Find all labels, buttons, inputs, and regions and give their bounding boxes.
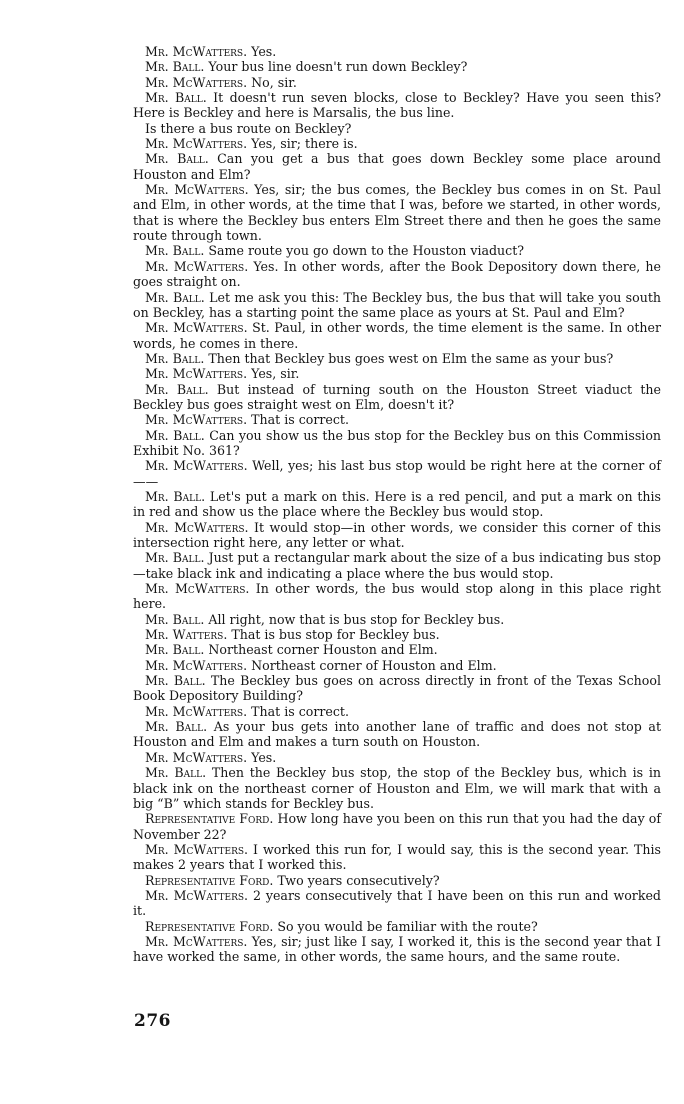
speaker-name: Mr. Watters.: [145, 627, 228, 643]
speaker-name: Mr. McWatters.: [145, 320, 248, 336]
testimony-paragraph: [133, 182, 661, 243]
testimony-paragraph: [133, 612, 661, 627]
testimony-paragraph: [133, 44, 661, 59]
speaker-name: Representative Ford.: [145, 872, 274, 888]
speaker-name: Mr. Ball.: [145, 719, 208, 735]
paragraph-text: Yes, sir; the bus comes, the Beckley bus comes in on St. Paul and Elm, in other words, at the time that I was, before we started, in other words, that is where the Beckley bus enters Elm Street there and then he goes the same route through town.: [133, 182, 661, 244]
speaker-name: Mr. Ball.: [145, 381, 209, 397]
speaker-name: Mr. McWatters.: [145, 136, 248, 152]
testimony-paragraph: [133, 382, 661, 413]
testimony-paragraph: [133, 458, 661, 489]
paragraph-text: Then the Beckley bus stop, the stop of the Beckley bus, which is in black ink on the northeast corner of Houston and Elm, we will mark that with a big “B” which stands for Beckley bus.: [133, 765, 661, 811]
speaker-name: Mr. McWatters.: [145, 841, 249, 857]
testimony-paragraph: [133, 842, 661, 873]
testimony-paragraph: [133, 428, 661, 459]
paragraph-text: Two years consecutively?: [277, 872, 440, 888]
paragraph-text: Let's put a mark on this. Here is a red pencil, and put a mark on this in red and show us the place where the Beckley bus would stop.: [133, 488, 661, 520]
paragraph-text: Yes, sir; just like I say, I worked it, this is the second year that I have worked the same, in other words, the same hours, and the same route.: [133, 933, 661, 965]
testimony-paragraph: [133, 412, 661, 427]
speaker-name: Mr. Ball.: [145, 151, 209, 167]
testimony-paragraph: [133, 151, 661, 182]
paragraph-text: I worked this run for, I would say, this is the second year. This makes 2 years that I worked this.: [133, 841, 661, 873]
testimony-paragraph: [133, 243, 661, 258]
paragraph-text: In other words, the bus would stop along in this place right here.: [133, 581, 661, 612]
paragraph-text: Is there a bus route on Beckley?: [145, 120, 352, 136]
testimony-paragraph: [133, 888, 661, 919]
speaker-name: Mr. McWatters.: [145, 519, 249, 535]
speaker-name: Mr. McWatters.: [145, 44, 248, 59]
paragraph-text: No, sir.: [251, 74, 297, 90]
speaker-name: Mr. McWatters.: [145, 933, 248, 949]
testimony-paragraph: [133, 627, 661, 642]
speaker-name: Mr. Ball.: [145, 550, 205, 566]
speaker-name: Mr. Ball.: [145, 289, 205, 305]
testimony-paragraph: [133, 658, 661, 673]
testimony-paragraph: [133, 811, 661, 842]
testimony-paragraph: [133, 719, 661, 750]
speaker-name: Representative Ford.: [145, 918, 274, 934]
speaker-name: Mr. McWatters.: [145, 703, 248, 719]
paragraph-text: Same route you go down to the Houston viaduct?: [208, 243, 525, 259]
testimony-paragraph: [133, 489, 661, 520]
testimony-paragraph: [133, 366, 661, 381]
testimony-paragraph: [133, 75, 661, 90]
paragraph-text: Yes, sir; there is.: [251, 136, 358, 152]
speaker-name: Mr. McWatters.: [145, 887, 249, 903]
speaker-name: Mr. Ball.: [145, 59, 205, 75]
paragraph-text: As your bus gets into another lane of traffic and does not stop at Houston and Elm and makes a turn south on Houston.: [133, 719, 662, 750]
paragraph-text: That is correct.: [251, 412, 349, 428]
testimony-paragraph: [133, 550, 661, 581]
testimony-paragraph: [133, 673, 661, 704]
speaker-name: Mr. Ball.: [145, 611, 205, 627]
testimony-paragraph: [133, 290, 661, 321]
paragraph-text: St. Paul, in other words, the time element is the same. In other words, he comes in there.: [133, 320, 661, 351]
testimony-paragraph: [133, 704, 661, 719]
testimony-paragraph: [133, 765, 661, 811]
paragraph-text: Just put a rectangular mark about the size of a bus indicating bus stop—take black ink and indicating a place where the bus would stop.: [133, 550, 661, 581]
paragraph-text: That is correct.: [251, 703, 349, 719]
paragraph-text: Yes. In other words, after the Book Depository down there, he goes straight on.: [133, 258, 661, 290]
testimony-paragraph: [133, 259, 661, 290]
paragraph-text: It would stop—in other words, we consider this corner of this intersection right here, any letter or what.: [133, 519, 661, 550]
speaker-name: Mr. McWatters.: [145, 458, 248, 474]
testimony-paragraph: [133, 320, 661, 351]
paragraph-text: Yes.: [251, 44, 277, 59]
paragraph-text: Northeast corner Houston and Elm.: [208, 642, 438, 658]
speaker-name: Mr. Ball.: [145, 243, 205, 259]
paragraph-text: It doesn't run seven blocks, close to Beckley? Have you seen this? Here is Beckley and here is Marsalis, the bus line.: [133, 90, 661, 121]
testimony-paragraph: [133, 351, 661, 366]
paragraph-text: But instead of turning south on the Houston Street viaduct the Beckley bus goes straight west on Elm, doesn't it?: [133, 381, 661, 412]
paragraph-text: Northeast corner of Houston and Elm.: [251, 657, 497, 673]
speaker-name: Mr. McWatters.: [145, 749, 248, 765]
paragraph-text: All right, now that is bus stop for Beckley bus.: [208, 611, 505, 627]
paragraph-text: Your bus line doesn't run down Beckley?: [208, 59, 468, 75]
testimony-paragraph: [133, 934, 661, 965]
paragraph-text: 2 years consecutively that I have been on this run and worked it.: [133, 887, 661, 919]
testimony-paragraph: [133, 90, 661, 121]
speaker-name: Mr. McWatters.: [145, 258, 249, 274]
testimony-paragraph: [133, 121, 661, 136]
paragraph-text: So you would be familiar with the route?: [277, 918, 538, 934]
speaker-name: Mr. Ball.: [145, 427, 205, 443]
testimony-paragraph: [133, 520, 661, 551]
testimony-text: [133, 44, 661, 965]
paragraph-text: Then that Beckley bus goes west on Elm the same as your bus?: [208, 350, 614, 366]
page-number: 276: [134, 1011, 171, 1031]
paragraph-text: Well, yes; his last bus stop would be right here at the corner of——: [133, 458, 661, 489]
paragraph-text: Let me ask you this: The Beckley bus, the bus that will take you south on Beckley, has a starting point the same place as yours at St. Paul and Elm?: [133, 289, 661, 320]
testimony-paragraph: [133, 59, 661, 74]
paragraph-text: Can you show us the bus stop for the Beckley bus on this Commission Exhibit No. 361?: [133, 427, 662, 458]
speaker-name: Mr. Ball.: [145, 673, 206, 689]
paragraph-text: Can you get a bus that goes down Beckley some place around Houston and Elm?: [133, 151, 661, 182]
paragraph-text: How long have you been on this run that you had the day of November 22?: [133, 811, 661, 842]
paragraph-text: That is bus stop for Beckley bus.: [231, 627, 440, 643]
testimony-paragraph: [133, 581, 661, 612]
speaker-name: Mr. McWatters.: [145, 581, 250, 597]
speaker-name: Mr. Ball.: [145, 90, 207, 106]
speaker-name: Mr. Ball.: [145, 765, 207, 781]
paragraph-text: The Beckley bus goes on across directly in front of the Texas School Book Depository Building?: [133, 673, 661, 704]
testimony-paragraph: [133, 642, 661, 657]
paragraph-text: Yes.: [251, 749, 277, 765]
speaker-name: Mr. McWatters.: [145, 74, 248, 90]
paragraph-text: Yes, sir.: [251, 366, 300, 382]
speaker-name: Mr. McWatters.: [145, 657, 248, 673]
speaker-name: Representative Ford.: [145, 811, 274, 827]
speaker-name: Mr. Ball.: [145, 642, 205, 658]
speaker-name: Mr. Ball.: [145, 350, 205, 366]
testimony-paragraph: [133, 750, 661, 765]
testimony-paragraph: [133, 136, 661, 151]
speaker-name: Mr. Ball.: [145, 488, 206, 504]
testimony-paragraph: [133, 873, 661, 888]
speaker-name: Mr. McWatters.: [145, 412, 248, 428]
testimony-paragraph: [133, 919, 661, 934]
speaker-name: Mr. McWatters.: [145, 182, 249, 198]
speaker-name: Mr. McWatters.: [145, 366, 248, 382]
